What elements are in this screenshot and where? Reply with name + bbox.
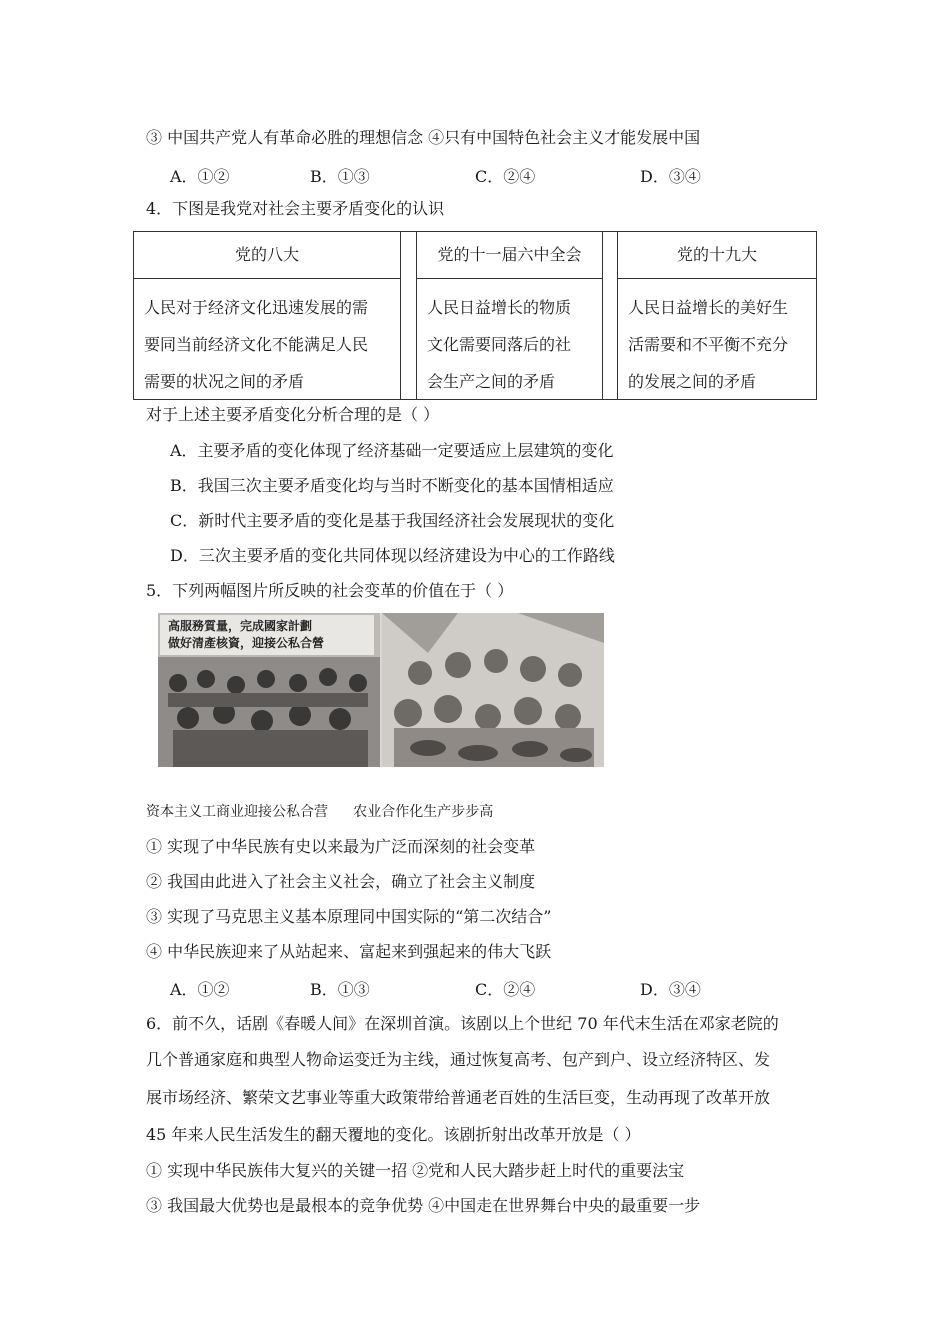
q3-option-c[interactable]: C．②④ xyxy=(475,167,536,186)
table-cell xyxy=(134,279,400,400)
q4-question: 对于上述主要矛盾变化分析合理的是（ ） xyxy=(146,405,440,424)
q5-statement-1: ① 实现了中华民族有史以来最为广泛而深刻的社会变革 xyxy=(146,837,536,856)
q6-stem-line-1: 6．前不久，话剧《春暖人间》在深圳首演。该剧以上个世纪 70 年代末生活在邓家老院的 xyxy=(146,1014,779,1033)
table-header: 党的十一届六中全会 xyxy=(417,232,602,279)
q6-statements-1-2: ① 实现中华民族伟大复兴的关键一招 ②党和人民大踏步赶上时代的重要法宝 xyxy=(146,1161,685,1180)
q4-option-d[interactable]: D．三次主要矛盾的变化共同体现以经济建设为中心的工作路线 xyxy=(170,546,615,565)
q3-statement-line: ③ 中国共产党人有革命必胜的理想信念 ④只有中国特色社会主义才能发展中国 xyxy=(146,128,701,147)
table-cell-line: 的发展之间的矛盾 xyxy=(628,372,757,391)
table-cell xyxy=(618,279,816,400)
photo-caption: 资本主义工商业迎接公私合营 农业合作化生产步步高 xyxy=(146,804,494,820)
q5-stem: 5．下列两幅图片所反映的社会变革的价值在于（ ） xyxy=(146,581,514,600)
q4-option-c[interactable]: C．新时代主要矛盾的变化是基于我国经济社会发展现状的变化 xyxy=(170,511,615,530)
q6-stem-line-2: 几个普通家庭和典型人物命运变迁为主线，通过恢复高考、包产到户、设立经济特区、发 xyxy=(146,1050,771,1069)
table-cell-line: 会生产之间的矛盾 xyxy=(427,372,556,391)
q5-statement-4: ④ 中华民族迎来了从站起来、富起来到强起来的伟大飞跃 xyxy=(146,942,552,961)
q5-statement-3: ③ 实现了马克思主义基本原理同中国实际的“第二次结合” xyxy=(146,907,552,926)
q5-option-d[interactable]: D．③④ xyxy=(640,980,701,999)
table-cell-line: 活需要和不平衡不充分 xyxy=(628,335,789,354)
table-header: 党的八大 xyxy=(134,232,400,279)
table-cell-line: 文化需要同落后的社 xyxy=(427,335,572,354)
q6-stem-line-3: 展市场经济、繁荣文艺事业等重大政策带给普通老百姓的生活巨变，生动再现了改革开放 xyxy=(146,1088,771,1107)
q5-option-a[interactable]: A．①② xyxy=(170,980,230,999)
q3-option-a[interactable]: A．①② xyxy=(170,167,230,186)
table-cell-line: 人民日益增长的美好生 xyxy=(628,298,789,317)
q4-option-a[interactable]: A．主要矛盾的变化体现了经济基础一定要适应上层建筑的变化 xyxy=(170,441,614,460)
table-column-19th-congress xyxy=(618,232,816,399)
table-column-8th-congress xyxy=(134,232,400,399)
table-cell-line: 需要的状况之间的矛盾 xyxy=(144,372,305,391)
table-cell-line: 人民对于经济文化迅速发展的需 xyxy=(144,298,369,317)
q4-option-b[interactable]: B．我国三次主要矛盾变化均与当时不断变化的基本国情相适应 xyxy=(170,476,614,495)
q4-stem: 4．下图是我党对社会主要矛盾变化的认识 xyxy=(146,199,445,218)
table-cell xyxy=(417,279,602,400)
q6-stem-line-4: 45 年来人民生活发生的翻天覆地的变化。该剧折射出改革开放是（ ） xyxy=(146,1125,641,1144)
q5-option-c[interactable]: C．②④ xyxy=(475,980,536,999)
table-cell-line: 人民日益增长的物质 xyxy=(427,298,572,317)
q3-option-b[interactable]: B．①③ xyxy=(310,167,370,186)
q5-options xyxy=(170,977,730,997)
q3-option-d[interactable]: D．③④ xyxy=(640,167,701,186)
q6-statements-3-4: ③ 我国最大优势也是最根本的竞争优势 ④中国走在世界舞台中央的最重要一步 xyxy=(146,1196,701,1215)
q5-statement-2: ② 我国由此进入了社会主义社会，确立了社会主义制度 xyxy=(146,872,536,891)
q5-option-b[interactable]: B．①③ xyxy=(310,980,370,999)
table-column-6th-plenum xyxy=(417,232,602,399)
poster-slogan-1: 高服務質量，完成國家計劃 xyxy=(168,619,313,633)
photo-illustration xyxy=(158,613,604,767)
contradiction-table xyxy=(133,231,817,400)
table-cell-line: 要同当前经济文化不能满足人民 xyxy=(144,335,369,354)
table-divider xyxy=(602,232,618,399)
table-header: 党的十九大 xyxy=(618,232,816,279)
table-divider xyxy=(400,232,417,399)
poster-slogan-2: 做好清產核資，迎接公私合營 xyxy=(168,636,325,650)
q3-options xyxy=(170,164,730,184)
historical-photos xyxy=(158,613,604,767)
